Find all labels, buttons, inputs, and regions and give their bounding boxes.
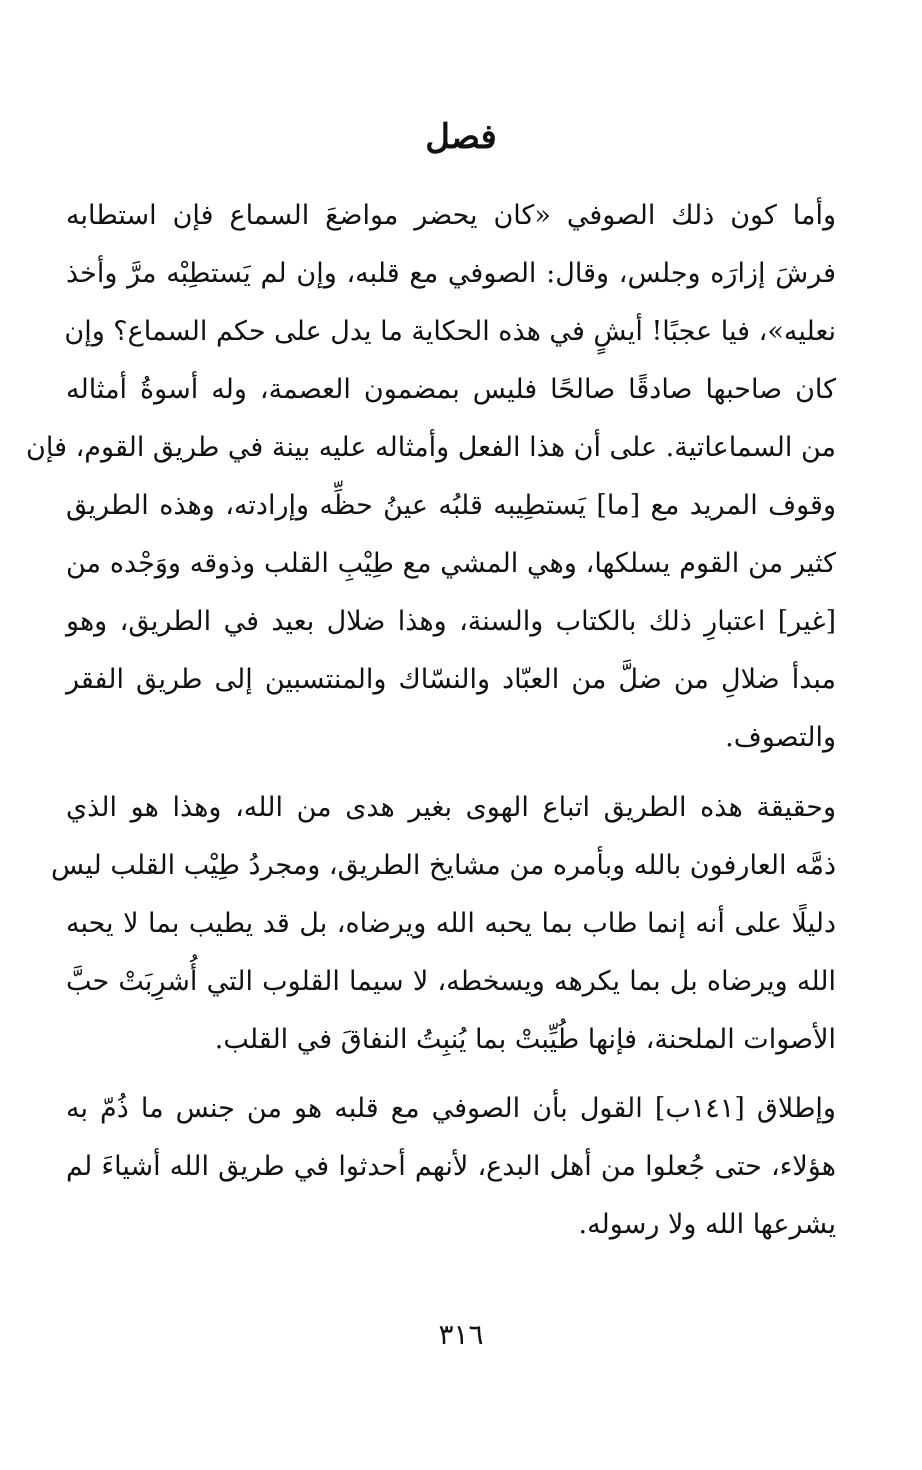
page-number: ٣١٦ [438, 1318, 484, 1351]
text-line: [غير] اعتبارِ ذلك بالكتاب والسنة، وهذا ضلال بعيد في الطريق، وهو [66, 606, 836, 637]
paragraph-3 [66, 1080, 836, 1254]
text-line: دليلًا على أنه إنما طاب بما يحبه الله ويرضاه، بل قد يطيب بما لا يحبه [66, 908, 836, 939]
text-line: الأصوات الملحنة، فإنها طُيِّبتْ بما يُنبِتُ النفاقَ في القلب. [214, 1024, 836, 1055]
text-line: والتصوف. [725, 722, 836, 753]
text-line: من السماعاتية. على أن هذا الفعل وأمثاله عليه بينة في طريق القوم، فإن [26, 432, 836, 463]
text-line: الله ويرضاه بل بما يكرهه ويسخطه، لا سيما القلوب التي أُشرِبَتْ حبَّ [66, 966, 836, 997]
text-line: هؤلاء، حتى جُعلوا من أهل البدع، لأنهم أحدثوا في طريق الله أشياءَ لم [66, 1151, 836, 1182]
section-heading: فصل [425, 117, 497, 157]
text-line: مبدأ ضلالِ من ضلَّ من العبّاد والنسّاك والمنتسبين إلى طريق الفقر [66, 664, 836, 695]
text-line: وأما كون ذلك الصوفي «كان يحضر مواضعَ السماع فإن استطابه [66, 200, 836, 231]
text-line: فرشَ إزارَه وجلس، وقال: الصوفي مع قلبه، وإن لم يَستطِبْه مرَّ وأخذ [66, 258, 836, 289]
text-line: نعليه»، فيا عجبًا! أيشٍ في هذه الحكاية ما يدل على حكم السماع؟ وإن [64, 316, 836, 347]
text-line: كثير من القوم يسلكها، وهي المشي مع طِيْبِ القلب وذوقه ووَجْده من [66, 548, 836, 579]
text-line: كان صاحبها صادقًا صالحًا فليس بمضمون العصمة، وله أسوةُ أمثاله [66, 374, 836, 405]
text-line: يشرعها الله ولا رسوله. [578, 1209, 836, 1240]
text-line: وحقيقة هذه الطريق اتباع الهوى بغير هدى من الله، وهذا هو الذي [66, 792, 836, 823]
paragraph-1 [26, 187, 836, 767]
text-line: وقوف المريد مع [ما] يَستطِيبه قلبُه عينُ حظِّه وإرادته، وهذه الطريق [66, 490, 836, 521]
paragraph-2 [50, 779, 836, 1069]
text-line: وإطلاق [١٤١ب] القول بأن الصوفي مع قلبه هو من جنس ما ذُمّ به [66, 1093, 836, 1124]
text-line: ذمَّه العارفون بالله وبأمره من مشايخ الطريق، ومجردُ طِيْب القلب ليس [50, 850, 836, 881]
